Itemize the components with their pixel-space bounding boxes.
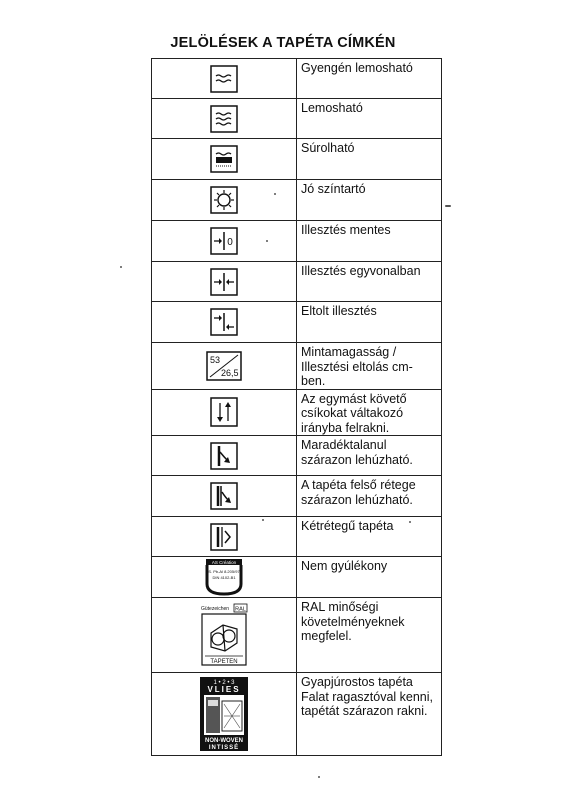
icon-cell [152, 99, 297, 139]
label-vlies-text: VLIES [207, 685, 241, 694]
symbol-description: Illesztés egyvonalban [297, 262, 442, 302]
icon-cell [152, 476, 297, 517]
symbol-description: Kétrétegű tapéta [297, 517, 442, 557]
scan-speck [262, 519, 264, 521]
page-title: JELÖLÉSEK A TAPÉTA CÍMKÉN [170, 35, 396, 51]
scan-speck [445, 205, 451, 207]
repeat-height-value: 53 [210, 354, 221, 365]
icon-cell [152, 389, 297, 436]
table-row [152, 262, 442, 302]
scan-speck [409, 521, 411, 523]
icon-cell [152, 139, 297, 180]
table-row [152, 221, 442, 262]
symbol-description: Gyapjúrostos tapéta Falat ragasztóval kenni, tapétát szárazon rakni. [297, 673, 442, 756]
symbol-description: Az egymást követő csíkokat váltakozó irányba felrakni. [297, 389, 442, 436]
symbol-description: Mintamagasság / Illesztési eltolás cm-ben. [297, 343, 442, 390]
icon-cell [152, 557, 297, 598]
offset-match-icon [210, 308, 238, 336]
washable-icon [210, 105, 238, 133]
symbol-description: Maradéktalanul szárazon lehúzható. [297, 436, 442, 476]
label-line: DIN 4102-B1 [212, 575, 236, 580]
table-row [152, 99, 442, 139]
vlies-nonwoven-icon [199, 676, 249, 752]
table-row [152, 343, 442, 390]
icon-cell [152, 436, 297, 476]
duplex-wallpaper-icon [210, 523, 238, 551]
icon-cell [152, 598, 297, 673]
icon-cell [152, 302, 297, 343]
ral-quality-icon [199, 603, 249, 667]
symbol-description: Illesztés mentes [297, 221, 442, 262]
table-row [152, 180, 442, 221]
scan-speck [120, 266, 122, 268]
table-row [152, 476, 442, 517]
table-row [152, 302, 442, 343]
icon-cell [152, 673, 297, 756]
label-steps-text: 1 • 2 • 3 [213, 680, 235, 686]
label-ral-text: RAL [235, 606, 246, 613]
symbol-description: A tapéta felső rétege szárazon lehúzható. [297, 476, 442, 517]
reverse-hanging-icon [210, 397, 238, 427]
symbol-description: Jó színtartó [297, 180, 442, 221]
icon-cell [152, 180, 297, 221]
svg-text:0: 0 [227, 237, 233, 248]
table-row [152, 517, 442, 557]
table-row [152, 598, 442, 673]
straight-match-icon [210, 268, 238, 296]
label-quality-text: Gütezeichen [201, 606, 230, 612]
label-line: S. Pb-Al 8.205/97 [208, 569, 240, 574]
table-row [152, 673, 442, 756]
symbol-description: Lemosható [297, 99, 442, 139]
icon-cell [152, 59, 297, 99]
scan-speck [318, 776, 320, 778]
label-tapeten-text: TAPETEN [210, 659, 238, 665]
table-row [152, 59, 442, 99]
icon-cell [152, 343, 297, 390]
icon-cell [152, 517, 297, 557]
lightfast-sun-icon [210, 186, 238, 214]
table-row [152, 557, 442, 598]
icon-cell [152, 221, 297, 262]
table-row [152, 389, 442, 436]
gently-washable-icon [210, 65, 238, 93]
icon-cell [152, 262, 297, 302]
symbol-description: Gyengén lemosható [297, 59, 442, 99]
pattern-repeat-icon [206, 351, 242, 381]
symbol-description: Eltolt illesztés [297, 302, 442, 343]
label-intisse-text: INTISSÉ [208, 745, 240, 751]
repeat-offset-value: 26,5 [221, 367, 239, 378]
scan-speck [274, 193, 276, 195]
label-brand-text: AS Création [211, 560, 237, 565]
dry-strippable-icon [210, 442, 238, 470]
label-nonwoven-text: NON-WOVEN [205, 738, 243, 744]
scrubbable-icon [210, 145, 238, 173]
fire-resistant-label-icon [202, 558, 246, 596]
scan-speck [266, 240, 268, 242]
symbol-legend-table [151, 58, 442, 756]
peelable-top-layer-icon [210, 482, 238, 510]
free-match-icon [210, 227, 238, 255]
symbol-description: RAL minőségi követelményeknek megfelel. [297, 598, 442, 673]
table-row [152, 436, 442, 476]
symbol-description: Súrolható [297, 139, 442, 180]
table-row [152, 139, 442, 180]
symbol-description: Nem gyúlékony [297, 557, 442, 598]
